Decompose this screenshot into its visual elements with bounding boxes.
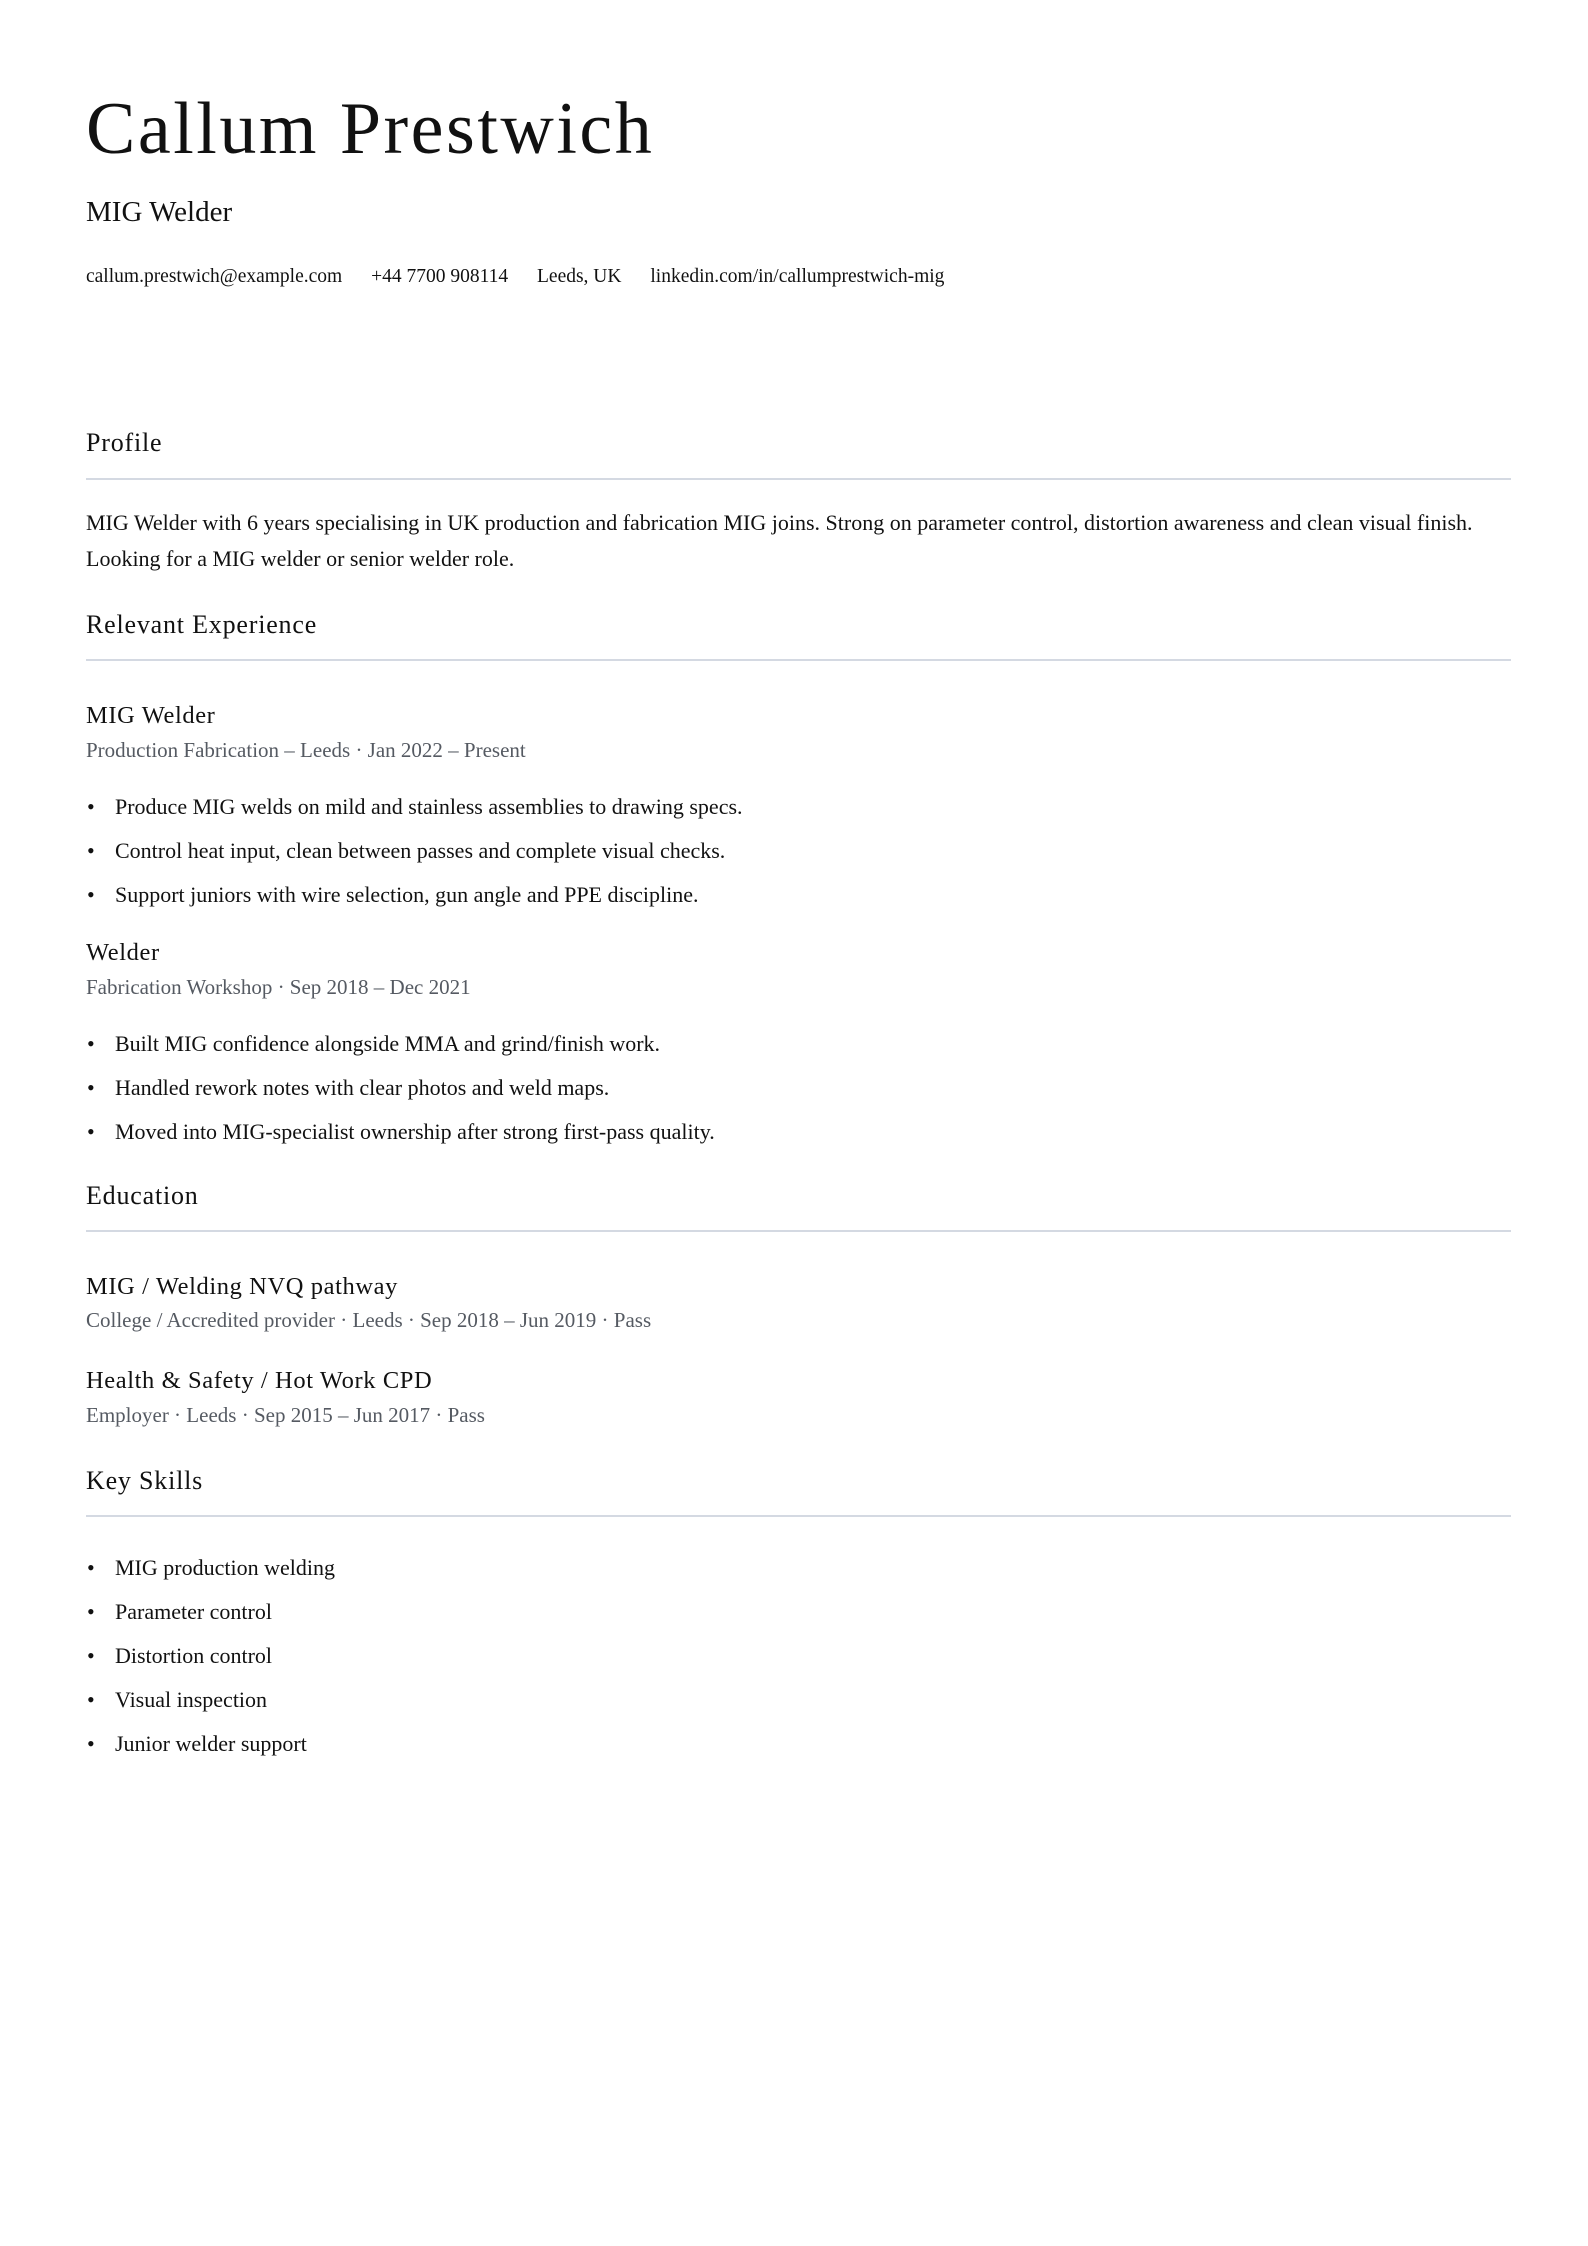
bullet-icon: • — [87, 1599, 95, 1624]
bullet-icon: • — [87, 1075, 95, 1100]
bullet-icon: • — [87, 1731, 95, 1756]
skill-text: MIG production welding — [115, 1555, 335, 1580]
bullet-icon: • — [87, 1555, 95, 1580]
bullet-text: Moved into MIG-specialist ownership after strong first-pass quality. — [115, 1119, 715, 1144]
skill-text: Visual inspection — [115, 1687, 268, 1712]
bullet-icon: • — [87, 1687, 95, 1712]
education-title: Health & Safety / Hot Work CPD — [86, 1367, 433, 1394]
bullet-text: Support juniors with wire selection, gun angle and PPE discipline. — [115, 882, 699, 907]
contact-email: callum.prestwich@example.com — [86, 266, 343, 287]
bullet-icon: • — [87, 1643, 95, 1668]
section-heading-skills: Key Skills — [86, 1466, 204, 1495]
skill-text: Parameter control — [115, 1599, 272, 1624]
section-heading-profile: Profile — [86, 428, 163, 457]
section-divider — [86, 478, 1511, 480]
profile-summary: MIG Welder with 6 years specialising in UK production and fabrication MIG joins. Strong on parameter control, distortion awareness and clean visual finish. Looking for a MIG welder or senior welder role. — [86, 510, 1473, 571]
skill-text: Distortion control — [115, 1643, 273, 1668]
section-heading-experience: Relevant Experience — [86, 610, 318, 639]
education-meta: Employer · Leeds · Sep 2015 – Jun 2017 · Pass — [86, 1403, 485, 1427]
job-meta: Fabrication Workshop · Sep 2018 – Dec 2021 — [86, 975, 471, 999]
section-divider — [86, 659, 1511, 661]
section-divider — [86, 1230, 1511, 1232]
job-role: Welder — [86, 939, 160, 966]
candidate-name: Callum Prestwich — [86, 88, 655, 170]
job-role: MIG Welder — [86, 702, 216, 729]
bullet-text: Produce MIG welds on mild and stainless assemblies to drawing specs. — [115, 794, 743, 819]
bullet-icon: • — [87, 794, 95, 819]
bullet-text: Handled rework notes with clear photos and weld maps. — [115, 1075, 610, 1100]
bullet-text: Built MIG confidence alongside MMA and grind/finish work. — [115, 1031, 661, 1056]
contact-phone: +44 7700 908114 — [371, 266, 509, 287]
skill-text: Junior welder support — [115, 1731, 307, 1756]
section-heading-education: Education — [86, 1181, 199, 1210]
contact-linkedin: linkedin.com/in/callumprestwich-mig — [650, 266, 945, 287]
job-meta: Production Fabrication – Leeds · Jan 2022 – Present — [86, 738, 526, 762]
section-divider — [86, 1515, 1511, 1517]
education-meta: College / Accredited provider · Leeds · Sep 2018 – Jun 2019 · Pass — [86, 1308, 652, 1332]
education-title: MIG / Welding NVQ pathway — [86, 1273, 398, 1300]
bullet-icon: • — [87, 1031, 95, 1056]
bullet-text: Control heat input, clean between passes and complete visual checks. — [115, 838, 726, 863]
candidate-title: MIG Welder — [86, 196, 233, 228]
contact-line — [86, 267, 944, 287]
bullet-icon: • — [87, 838, 95, 863]
bullet-icon: • — [87, 882, 95, 907]
contact-location: Leeds, UK — [537, 266, 622, 287]
bullet-icon: • — [87, 1119, 95, 1144]
